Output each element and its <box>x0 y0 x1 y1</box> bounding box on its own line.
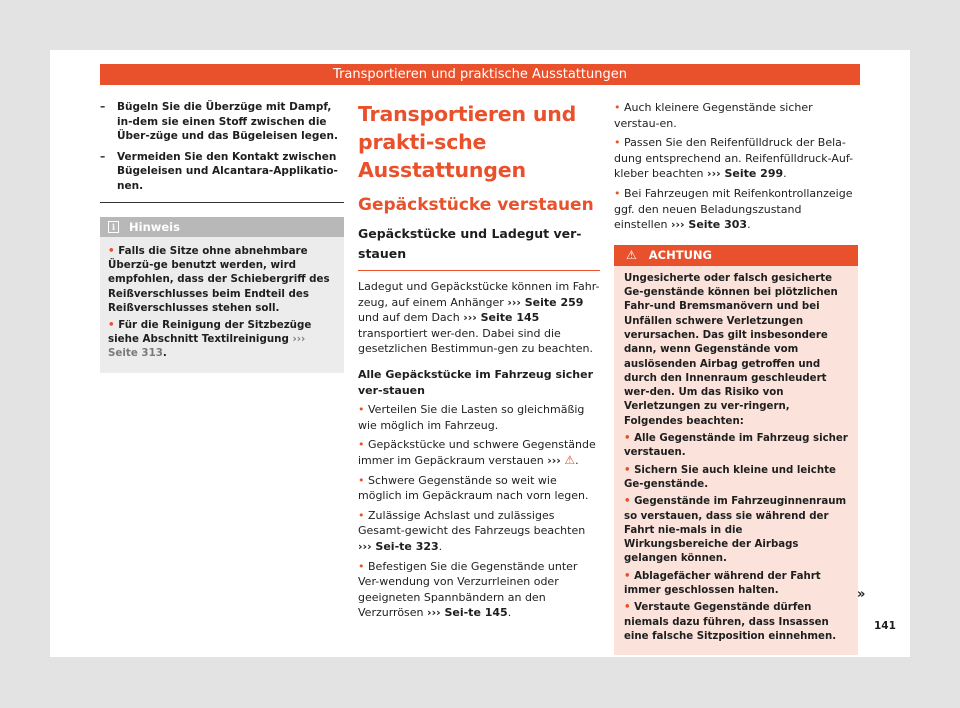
note-item: • Falls die Sitze ohne abnehmbare Überzü-ge benutzt werden, wird empfohlen, dass der Schiebergriff des Reißverschlusses beim Endteil des Reißverschlusses stehen soll. <box>108 245 330 314</box>
warning-header <box>614 245 858 266</box>
note-title: Hinweis <box>129 220 180 234</box>
divider <box>100 202 344 203</box>
bullet-icon: • <box>358 473 365 487</box>
subsection-title: Gepäckstücke und Ladegut ver-stauen <box>358 224 600 271</box>
bullet-icon: • <box>358 438 365 452</box>
warning-item: • Alle Gegenstände im Fahrzeug sicher verstauen. <box>624 433 848 459</box>
warning-title: ACHTUNG <box>648 247 712 262</box>
page-link[interactable]: ››› Sei-te 323 <box>358 539 439 553</box>
bullet-icon: • <box>614 101 621 114</box>
bullet-icon: • <box>614 136 621 150</box>
warning-item: • Verstaute Gegenstände dürfen niemals dazu führen, dass Insassen eine falsche Sitzposition einnehmen. <box>624 602 837 642</box>
note-box <box>100 217 344 373</box>
bullet-icon: • <box>614 186 621 200</box>
list-item: • Zulässige Achslast und zulässiges Gesamt-gewicht des Fahrzeugs beachten ››› Sei-te 323. <box>358 508 586 553</box>
list-item: • Befestigen Sie die Gegenstände unter Ver-wendung von Verzurrleinen oder geeigneten Spannbändern an den Verzurrösen ››› Sei-te 145. <box>358 559 578 620</box>
intro-paragraph: Ladegut und Gepäckstücke können im Fahr-zeug, auf einem Anhänger ››› Seite 259 und auf dem Dach ››› Seite 145 transportiert wer-den. Dabei sind die gesetzlichen Bestimmun-gen zu beachten. <box>358 280 600 356</box>
list-item: • Auch kleinere Gegenstände sicher verstau-en. <box>614 101 813 130</box>
warning-icon: ⚠ <box>564 452 576 467</box>
list-item: – Vermeiden Sie den Kontakt zwischen Bügeleisen und Alcantara-Applikatio-nen. <box>100 150 338 192</box>
warning-item: • Sichern Sie auch kleine und leichte Ge-genstände. <box>624 464 836 490</box>
continue-arrow-icon: » <box>857 587 866 602</box>
note-item: • Für die Reinigung der Sitzbezüge siehe Abschnitt Textilreinigung ››› Seite 313. <box>108 319 312 360</box>
list-item: • Bei Fahrzeugen mit Reifenkontrollanzeige ggf. den neuen Beladungszustand einstellen ››› Seite 303. <box>614 186 853 232</box>
page-link[interactable]: ››› Seite 313 <box>108 333 306 360</box>
warning-intro: Ungesicherte oder falsch gesicherte Ge-genstände können bei plötzlichen Fahr-und Bremsmanövern und bei Unfällen schwere Verletzungen verursachen. Das gilt insbesondere dann, wenn Gegenstände vom auslösenden Airbag getroffen und durch den Innenraum geschleudert wer-den. Um das Risiko von Verletzungen zu ver-ringern, Folgendes beachten: <box>624 272 838 427</box>
chapter-title: Transportieren und prakti-sche Ausstattungen <box>358 102 577 182</box>
bullet-icon: • <box>358 508 365 522</box>
section-title: Gepäckstücke verstauen <box>358 195 594 215</box>
bullet-icon: • <box>624 602 631 614</box>
page-link[interactable]: ››› Seite 145 <box>463 311 540 325</box>
list-item: • Schwere Gegenstände so weit wie möglich im Gepäckraum nach vorn legen. <box>358 473 589 503</box>
column-left <box>100 100 344 373</box>
warning-item: • Ablagefächer während der Fahrt immer geschlossen halten. <box>624 570 821 596</box>
warning-icon: ⚠ <box>626 247 637 262</box>
bullet-icon: • <box>624 570 631 582</box>
bullet-icon: • <box>358 559 365 573</box>
list-item: • Gepäckstücke und schwere Gegenstände immer im Gepäckraum verstauen ››› ⚠. <box>358 438 596 467</box>
section-header: Transportieren und praktische Ausstattungen <box>100 64 860 85</box>
page-link[interactable]: ››› <box>547 453 561 467</box>
bullet-icon: • <box>624 496 631 508</box>
bullet-icon: • <box>108 319 115 332</box>
list-item: • Passen Sie den Reifenfülldruck der Bela-dung entsprechend an. Reifenfülldruck-Auf-kleber beachten ››› Seite 299. <box>614 136 854 181</box>
column-middle <box>358 100 600 621</box>
bullet-icon: • <box>624 464 631 476</box>
page-number: 141 <box>874 620 896 632</box>
warning-item: • Gegenstände im Fahrzeuginnenraum so verstauen, dass sie während der Fahrt nie-mals in die Wirkungsbereiche der Airbags gelangen können. <box>624 496 847 565</box>
page-link[interactable]: ››› Seite 259 <box>507 295 584 309</box>
column-right <box>614 100 858 655</box>
page-link[interactable]: ››› Sei-te 145 <box>427 606 508 620</box>
bullet-icon: • <box>108 245 115 257</box>
paragraph-heading: Alle Gepäckstücke im Fahrzeug sicher ver-stauen <box>358 367 593 397</box>
page-link[interactable]: ››› Seite 303 <box>670 218 748 232</box>
list-item: • Verteilen Sie die Lasten so gleichmäßig wie möglich im Fahrzeug. <box>358 403 585 432</box>
list-item: – Bügeln Sie die Überzüge mit Dampf, in-dem sie einen Stoff zwischen die Über-züge und das Bügeleisen legen. <box>100 101 338 142</box>
bullet-icon: • <box>358 403 365 417</box>
page-link[interactable]: ››› Seite 299 <box>707 167 784 181</box>
warning-box <box>614 245 858 655</box>
bullet-icon: • <box>624 433 631 445</box>
info-icon: i <box>108 221 119 233</box>
note-header <box>100 217 344 237</box>
